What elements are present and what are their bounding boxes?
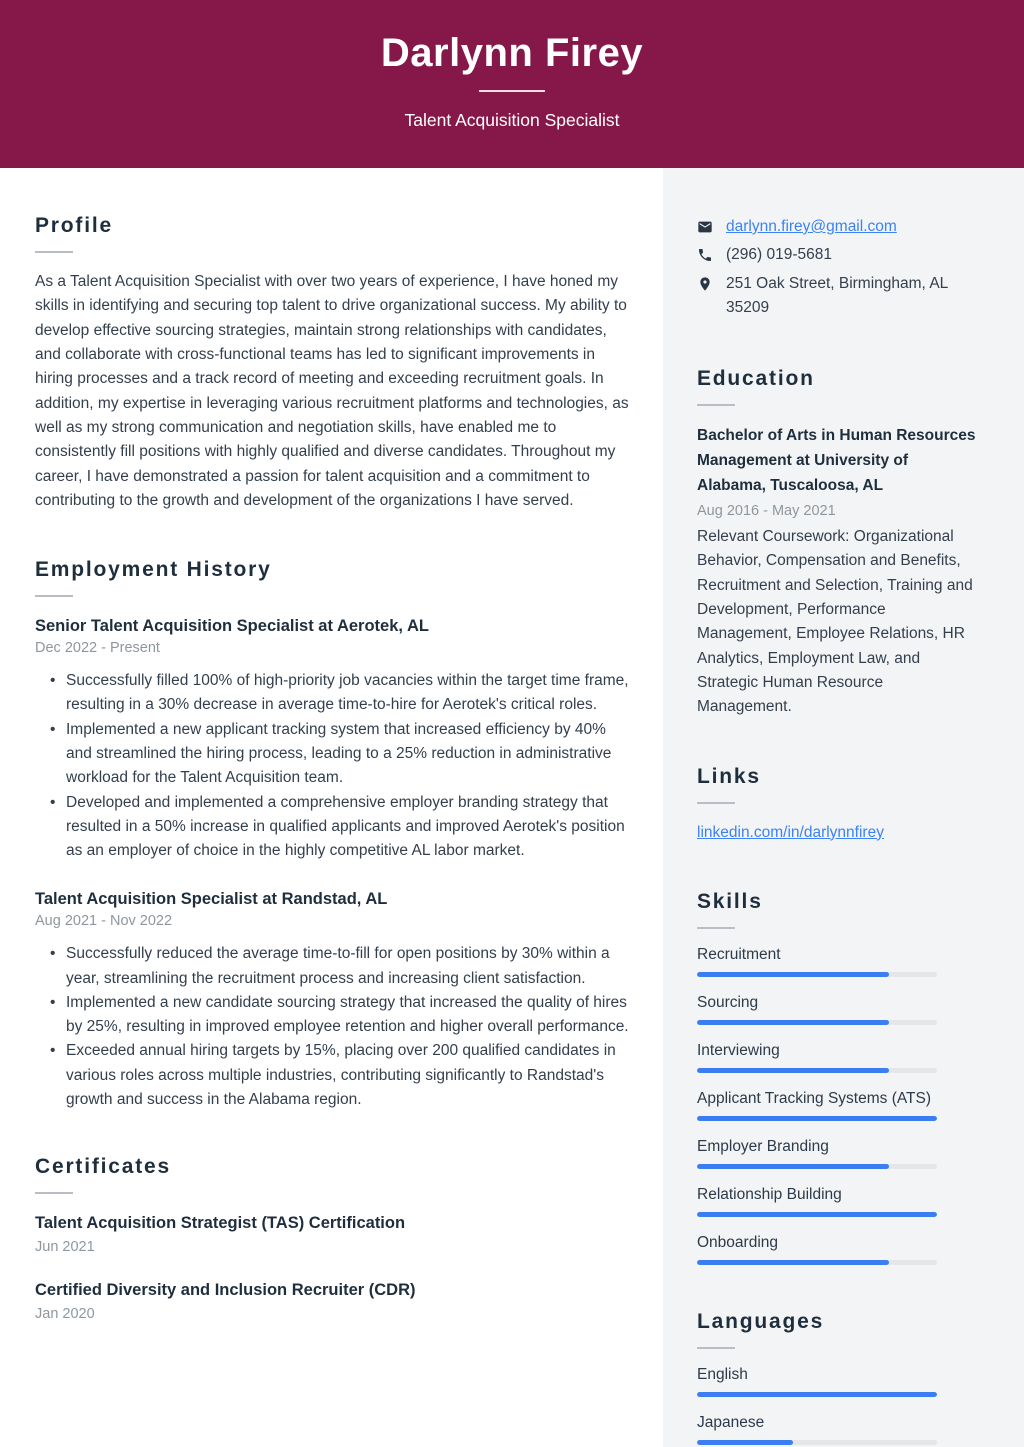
- profile-section: [35, 213, 630, 513]
- skill-item: [697, 1138, 977, 1169]
- envelope-icon: [697, 219, 713, 235]
- education-heading: Education: [697, 367, 815, 391]
- languages-heading: Languages: [697, 1309, 825, 1333]
- skill-item: [697, 946, 977, 977]
- main-column: [0, 168, 663, 1447]
- language-item: [697, 1366, 977, 1397]
- section-divider: [697, 802, 735, 804]
- education-coursework: Relevant Coursework: Organizational Behavior, Compensation and Benefits, Recruitment and Selection, Training and Development, Performance Management, Employee Relations, HR Analytics, Employment Law, and Strategic Human Resource Management.: [697, 528, 973, 716]
- certificate-title: Certified Diversity and Inclusion Recruiter (CDR): [35, 1281, 416, 1300]
- skill-bar-track: [697, 1212, 937, 1217]
- skill-label: Employer Branding: [697, 1137, 829, 1155]
- language-item: [697, 1414, 977, 1445]
- job-title: Talent Acquisition Specialist at Randstad, AL: [35, 890, 388, 909]
- job-bullet: • Implemented a new applicant tracking system that increased efficiency by 40% and streamlined the hiring process, leading to a 25% reduction in administrative workload for the Talent Acquisition team.: [35, 718, 630, 791]
- skill-label: Onboarding: [697, 1233, 779, 1251]
- skill-label: Relationship Building: [697, 1185, 842, 1203]
- skill-label: Recruitment: [697, 945, 781, 963]
- skill-bar-track: [697, 1260, 937, 1265]
- section-divider: [35, 1192, 73, 1194]
- language-bar-track: [697, 1440, 937, 1445]
- job-bullet-list: [35, 942, 630, 1112]
- candidate-job-title: Talent Acquisition Specialist: [404, 110, 620, 130]
- profile-text: As a Talent Acquisition Specialist with over two years of experience, I have honed my skills in identifying and securing top talent to drive organizational success. My ability to develop effective sourcing strategies, maintain strong relationships with candidates, and collaborate with cross-functional teams has led to significant improvements in hiring processes and a track record of meeting and exceeding recruitment goals. In addition, my expertise in leveraging various recruitment platforms and technologies, as well as my strong communication and negotiation skills, have enabled me to consistently fill positions with highly qualified and diverse candidates. Throughout my career, I have demonstrated a passion for talent acquisition and a commitment to contributing to the growth and development of the organizations I have served.: [35, 273, 629, 509]
- linkedin-link[interactable]: linkedin.com/in/darlynnfirey: [697, 823, 884, 841]
- skill-bar-track: [697, 972, 937, 977]
- phone-number: (296) 019-5681: [726, 246, 832, 264]
- job-dates: Dec 2022 - Present: [35, 640, 160, 657]
- links-section: [697, 764, 977, 845]
- skill-item: [697, 994, 977, 1025]
- content-area: [0, 168, 1024, 1447]
- skill-bar-fill: [697, 1116, 937, 1121]
- contact-block: [697, 215, 977, 320]
- section-divider: [697, 404, 735, 406]
- skill-bar-fill: [697, 1212, 937, 1217]
- profile-heading: Profile: [35, 214, 113, 237]
- job-bullet: • Exceeded annual hiring targets by 15%, placing over 200 qualified candidates in various roles across multiple industries, contributing significantly to Randstad's growth and success in the Alabama region.: [35, 1039, 630, 1112]
- skill-label: Interviewing: [697, 1041, 780, 1059]
- header: [0, 0, 1024, 168]
- language-bar-fill: [697, 1440, 793, 1445]
- skill-item: [697, 1186, 977, 1217]
- header-divider: [479, 90, 545, 92]
- email-link[interactable]: darlynn.firey@gmail.com: [726, 218, 897, 235]
- skill-bar-fill: [697, 1164, 889, 1169]
- employment-history-section: [35, 557, 630, 1112]
- skills-section: [697, 889, 977, 1265]
- skill-bar-track: [697, 1068, 937, 1073]
- employment-history-heading: Employment History: [35, 558, 272, 582]
- skill-bar-fill: [697, 972, 889, 977]
- skill-bar-fill: [697, 1020, 889, 1025]
- skill-item: [697, 1042, 977, 1073]
- skill-item: [697, 1090, 977, 1121]
- skill-item: [697, 1234, 977, 1265]
- location-pin-icon: [697, 276, 713, 292]
- language-bar-track: [697, 1392, 937, 1397]
- language-label: English: [697, 1366, 748, 1384]
- certificates-heading: Certificates: [35, 1155, 171, 1179]
- job-bullet: • Implemented a new candidate sourcing strategy that increased the quality of hires by 25%, resulting in improved employee retention and higher overall performance.: [35, 991, 630, 1040]
- skill-bar-track: [697, 1020, 937, 1025]
- job-dates: Aug 2021 - Nov 2022: [35, 913, 173, 930]
- section-divider: [35, 251, 73, 253]
- skill-bar-track: [697, 1164, 937, 1169]
- job-bullet: • Successfully reduced the average time-to-fill for open positions by 30% within a year, streamlining the recruitment process and increasing client satisfaction.: [35, 942, 630, 991]
- candidate-name: Darlynn Firey: [380, 31, 644, 75]
- certificates-section: [35, 1154, 630, 1326]
- degree-title: Bachelor of Arts in Human Resources Management at University of Alabama, Tuscaloosa, AL: [697, 427, 976, 495]
- education-section: [697, 366, 977, 719]
- job-bullet: • Developed and implemented a comprehensive employer branding strategy that resulted in a 50% increase in qualified applicants and improved Aerotek's position as an employer of choice in the highly competitive AL labor market.: [35, 791, 630, 864]
- job-title: Senior Talent Acquisition Specialist at Aerotek, AL: [35, 617, 429, 636]
- job-bullet: • Successfully filled 100% of high-priority job vacancies within the target time frame, resulting in a 30% decrease in average time-to-hire for Aerotek's critical roles.: [35, 669, 630, 718]
- skill-label: Applicant Tracking Systems (ATS): [697, 1089, 932, 1107]
- certificate-date: Jan 2020: [35, 1306, 95, 1323]
- phone-icon: [697, 247, 713, 263]
- contact-address-row: [697, 272, 977, 321]
- links-heading: Links: [697, 764, 761, 788]
- contact-email-row: [697, 215, 977, 239]
- languages-section: [697, 1309, 977, 1445]
- section-divider: [697, 1347, 735, 1349]
- contact-phone-row: [697, 243, 977, 267]
- skill-bar-fill: [697, 1068, 889, 1073]
- skill-label: Sourcing: [697, 993, 759, 1011]
- education-dates: Aug 2016 - May 2021: [697, 503, 836, 520]
- job-entry: [35, 887, 630, 1112]
- language-label: Japanese: [697, 1414, 765, 1432]
- certificate-entry: [35, 1211, 630, 1259]
- certificate-date: Jun 2021: [35, 1239, 95, 1256]
- job-bullet-list: [35, 669, 630, 863]
- section-divider: [697, 927, 735, 929]
- skill-bar-track: [697, 1116, 937, 1121]
- sidebar: [663, 168, 1024, 1447]
- address-text: 251 Oak Street, Birmingham, AL 35209: [726, 274, 948, 316]
- certificate-title: Talent Acquisition Strategist (TAS) Certification: [35, 1214, 406, 1233]
- job-entry: [35, 614, 630, 863]
- section-divider: [35, 595, 73, 597]
- language-bar-fill: [697, 1392, 937, 1397]
- skills-heading: Skills: [697, 889, 763, 913]
- certificate-entry: [35, 1278, 630, 1326]
- skill-bar-fill: [697, 1260, 889, 1265]
